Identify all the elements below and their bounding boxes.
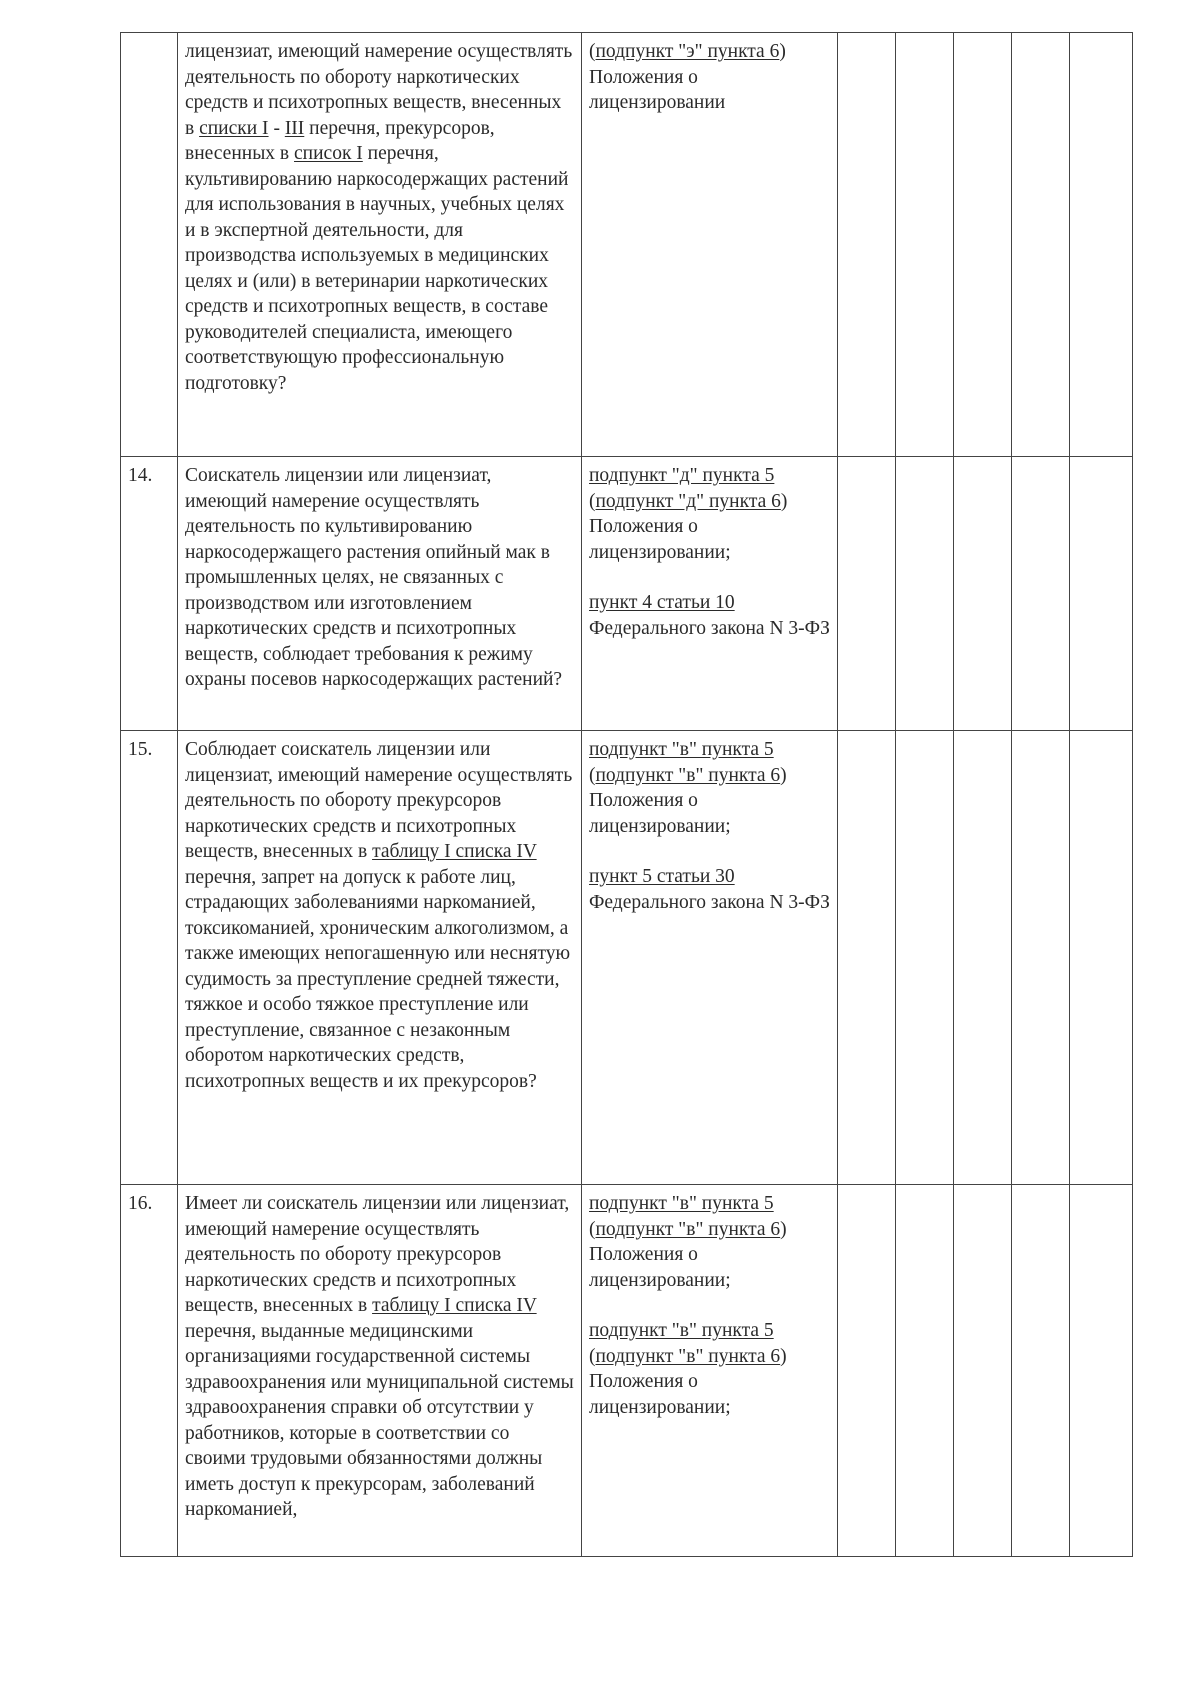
linked-reference[interactable]: III (284, 117, 305, 139)
linked-reference[interactable]: таблицу I списка IV (372, 841, 537, 862)
answer-cell[interactable] (954, 33, 1012, 457)
answer-cell[interactable] (1012, 731, 1070, 1185)
legal-basis-text: ) Положения о лицензировании; (589, 764, 787, 837)
question-cell (178, 1185, 582, 1557)
answer-cell[interactable] (954, 457, 1012, 731)
legal-basis-block (589, 1191, 830, 1293)
answer-cell[interactable] (954, 1185, 1012, 1557)
legal-reference-link[interactable]: подпункт "в" пункта 6 (595, 1345, 781, 1367)
legal-basis-block (589, 737, 830, 839)
linked-reference[interactable]: список I (294, 143, 363, 164)
answer-cell[interactable] (1070, 1185, 1133, 1557)
row-number: 16. (121, 1185, 178, 1557)
answer-cell[interactable] (896, 731, 954, 1185)
answer-cell[interactable] (1070, 33, 1133, 457)
legal-basis-text: ( (589, 490, 596, 512)
legal-reference-link[interactable]: подпункт "в" пункта 6 (595, 1218, 781, 1240)
table-row (121, 1185, 1133, 1557)
question-text: Имеет ли соискатель лицензии или лицензиат, имеющий намерение осуществлять деятельность по обороту прекурсоров наркотических средств и психотропных веществ, внесенных в (185, 1193, 570, 1316)
question-text: перечня, прекурсоров, внесенных в (185, 117, 495, 164)
question-text: - (268, 117, 285, 139)
legal-basis-text: ( (589, 1218, 596, 1240)
question-text: перечня, запрет на допуск к работе лиц, страдающих заболеваниями наркоманией, токсикоманией, хроническим алкоголизмом, а также имеющих непогашенную или неснятую судимость за преступление средней тяжести, тяжкое и особо тяжкое преступление или преступление, связанное с незаконным оборотом наркотических средств, психотропных веществ и их прекурсоров? (185, 866, 571, 1092)
linked-reference[interactable]: списки I (199, 117, 269, 139)
answer-cell[interactable] (838, 1185, 896, 1557)
legal-reference-link[interactable]: подпункт "д" пункта 6 (595, 490, 781, 512)
question-text: Соискатель лицензии или лицензиат, имеющий намерение осуществлять деятельность по культивированию наркосодержащего растения опийный мак в промышленных целях, не связанных с производством или изготовлением наркотических средств и психотропных веществ, соблюдает требования к режиму охраны посевов наркосодержащих растений? (185, 465, 563, 690)
answer-cell[interactable] (838, 33, 896, 457)
answer-cell[interactable] (896, 33, 954, 457)
legal-reference-link[interactable]: пункт 4 статьи 10 (589, 592, 735, 613)
row-number (121, 33, 178, 457)
question-text: лицензиат, имеющий намерение осуществлять деятельность по обороту наркотических средств и психотропных веществ, внесенных в (185, 41, 573, 139)
legal-basis-text: ) Положения о лицензировании; (589, 490, 788, 563)
legal-basis-text: ( (589, 41, 596, 62)
legal-reference-link[interactable]: подпункт "д" пункта 5 (589, 465, 775, 486)
legal-basis-block (589, 39, 830, 116)
legal-basis-block (589, 590, 830, 641)
answer-cell[interactable] (954, 731, 1012, 1185)
question-cell (178, 457, 582, 731)
legal-basis-block (589, 1318, 830, 1420)
legal-reference-link[interactable]: пункт 5 статьи 30 (589, 866, 735, 887)
answer-cell[interactable] (1012, 457, 1070, 731)
legal-basis-cell (582, 1185, 838, 1557)
legal-reference-link[interactable]: подпункт "в" пункта 5 (589, 739, 774, 760)
legal-reference-link[interactable]: подпункт "в" пункта 5 (589, 1193, 774, 1214)
table-row (121, 33, 1133, 457)
answer-cell[interactable] (838, 731, 896, 1185)
linked-reference[interactable]: таблицу I списка IV (372, 1295, 537, 1316)
table-row (121, 457, 1133, 731)
checklist-body (121, 33, 1133, 1557)
row-number: 14. (121, 457, 178, 731)
answer-cell[interactable] (896, 457, 954, 731)
legal-basis-block (589, 864, 830, 915)
legal-reference-link[interactable]: подпункт "э" пункта 6 (595, 41, 780, 62)
answer-cell[interactable] (896, 1185, 954, 1557)
answer-cell[interactable] (838, 457, 896, 731)
legal-basis-text: ) Положения о лицензировании (589, 41, 786, 113)
table-row (121, 731, 1133, 1185)
legal-reference-link[interactable]: подпункт "в" пункта 6 (595, 764, 781, 786)
question-text: перечня, культивированию наркосодержащих растений для использования в научных, учебных целях и в экспертной деятельности, для производства используемых в медицинских целях и (или) в ветеринарии наркотических средств и психотропных веществ, в составе руководителей специалиста, имеющего соответствующую профессиональную подготовку? (185, 143, 569, 394)
answer-cell[interactable] (1012, 33, 1070, 457)
checklist-table (120, 32, 1133, 1557)
legal-basis-text: ) Положения о лицензировании; (589, 1345, 787, 1418)
legal-basis-cell (582, 33, 838, 457)
answer-cell[interactable] (1070, 731, 1133, 1185)
legal-basis-text: Федерального закона N 3-ФЗ (589, 891, 830, 913)
legal-basis-text: Федерального закона N 3-ФЗ (589, 617, 830, 639)
legal-basis-text: ( (589, 1345, 596, 1367)
answer-cell[interactable] (1070, 457, 1133, 731)
legal-reference-link[interactable]: подпункт "в" пункта 5 (589, 1320, 774, 1341)
row-number: 15. (121, 731, 178, 1185)
legal-basis-text: ( (589, 764, 596, 786)
question-text: перечня, выданные медицинскими организациями государственной системы здравоохранения или муниципальной системы здравоохранения справки об отсутствии у работников, которые в соответствии со своими трудовыми обязанностями должны иметь доступ к прекурсорам, заболеваний наркоманией, (185, 1320, 574, 1520)
legal-basis-cell (582, 731, 838, 1185)
question-text: Соблюдает соискатель лицензии или лицензиат, имеющий намерение осуществлять деятельность по обороту прекурсоров наркотических средств и психотропных веществ, внесенных в (185, 739, 573, 862)
question-cell (178, 731, 582, 1185)
answer-cell[interactable] (1012, 1185, 1070, 1557)
question-cell (178, 33, 582, 457)
legal-basis-block (589, 463, 830, 565)
legal-basis-cell (582, 457, 838, 731)
legal-basis-text: ) Положения о лицензировании; (589, 1218, 787, 1291)
